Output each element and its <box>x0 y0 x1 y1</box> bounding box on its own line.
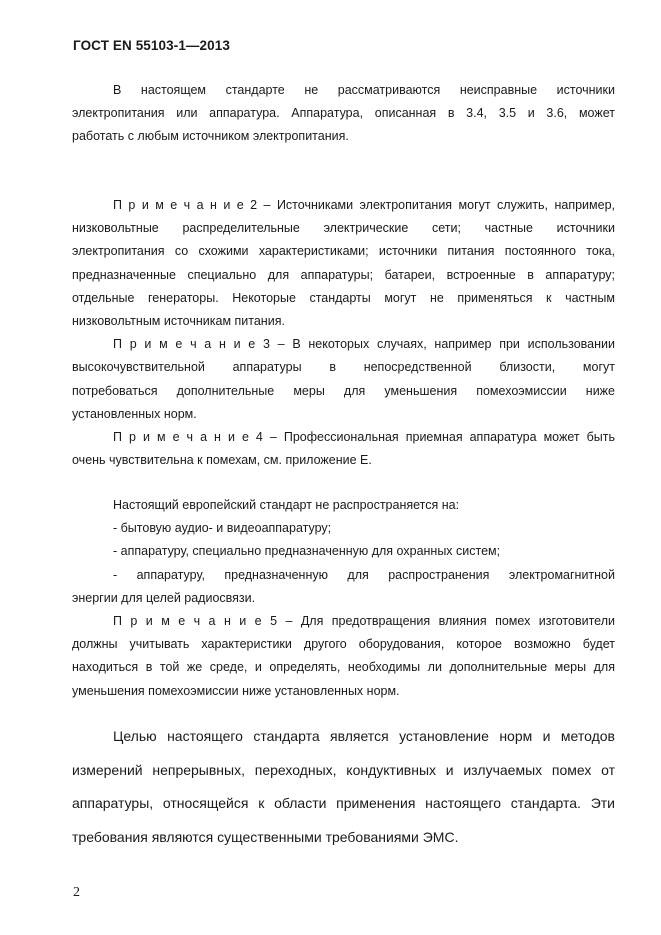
text-line: измерений непрерывных, переходных, кондуктивных и излучаемых помех от <box>72 761 615 778</box>
note-4-line: П р и м е ч а н и е 4 – Профессиональная приемная аппаратура может быть <box>113 430 615 445</box>
text-line: Целью настоящего стандарта является установление норм и методов <box>113 728 615 744</box>
note-5-line: П р и м е ч а н и е 5 – Для предотвращения влияния помех изготовители <box>113 614 615 629</box>
text-line: высокочувствительной аппаратуры в непосредственной близости, могут <box>72 360 615 375</box>
text-line: уменьшения помехоэмиссии ниже установленных норм. <box>72 683 400 698</box>
note-2-line: П р и м е ч а н и е 2 – Источниками электропитания могут служить, например, <box>113 198 615 212</box>
notes-block <box>72 194 615 472</box>
text-line: должны учитывать характеристики другого оборудования, которое возможно будет <box>72 637 615 652</box>
text-line: очень чувствительна к помехам, см. приложение Е. <box>72 453 372 468</box>
text-line: низковольтным источникам питания. <box>72 314 285 329</box>
paragraph-purpose <box>72 720 615 854</box>
page-number: 2 <box>73 885 80 900</box>
text-line: требования являются существенными требованиями ЭМС. <box>72 828 459 845</box>
text-line: предназначенные специально для аппаратуры; батареи, встроенные в аппаратуру; <box>72 267 615 282</box>
text-line: находиться в той же среде, и определять, необходимы ли дополнительные меры для <box>72 660 615 675</box>
text-line: электропитания или аппаратура. Аппаратура, описанная в 3.4, 3.5 и 3.6, может <box>72 106 615 121</box>
text-line: аппаратуры, относящейся к области применения настоящего стандарта. Эти <box>72 795 615 811</box>
note-3-line: П р и м е ч а н и е 3 – В некоторых случаях, например при использовании <box>113 337 615 352</box>
list-item-continuation: энергии для целей радиосвязи. <box>72 590 256 605</box>
list-item: - аппаратуру, предназначенную для распространения электромагнитной <box>113 567 615 582</box>
text-line: отдельные генераторы. Некоторые стандарты могут не применяться к частным <box>72 290 615 305</box>
text-line: В настоящем стандарте не рассматриваются неисправные источники <box>113 83 615 97</box>
list-intro: Настоящий европейский стандарт не распространяется на: <box>113 498 460 512</box>
list-item: - бытовую аудио- и видеоаппаратуру; <box>113 521 332 536</box>
not-applicable-block <box>72 494 615 703</box>
text-line: установленных норм. <box>72 406 197 421</box>
list-item: - аппаратуру, специально предназначенную для охранных систем; <box>113 544 501 559</box>
text-line: низковольтные распределительные электрические сети; частные источники <box>72 221 615 236</box>
document-header: ГОСТ EN 55103-1—2013 <box>73 38 230 53</box>
text-line: потребоваться дополнительные меры для уменьшения помехоэмиссии ниже <box>72 383 615 398</box>
paragraph-scope-exclusion <box>72 79 615 149</box>
text-line: работать с любым источником электропитания. <box>72 129 349 144</box>
text-line: электропитания со схожими характеристиками; источники питания постоянного тока, <box>72 244 615 259</box>
